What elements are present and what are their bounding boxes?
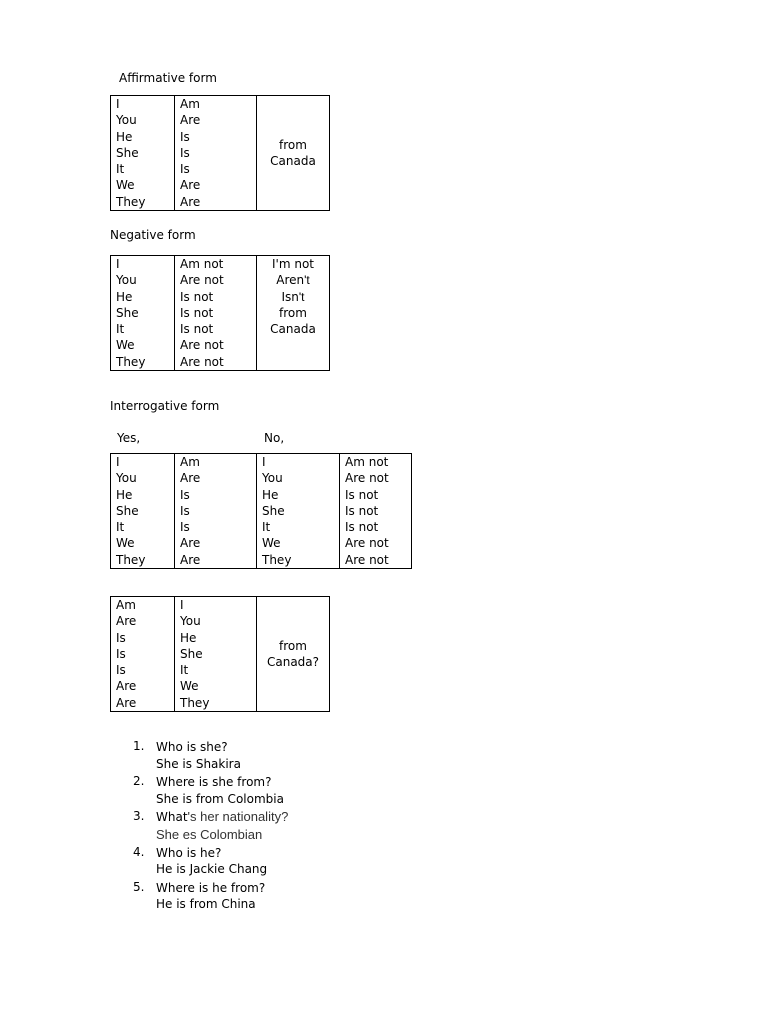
pronoun-column: [111, 96, 175, 211]
verb: Is not: [180, 289, 214, 304]
pronoun: It: [180, 663, 189, 678]
verb-column: [111, 597, 175, 712]
yes-pronoun-column: [111, 454, 175, 569]
pronoun: He: [262, 487, 279, 502]
verb: Is not: [345, 520, 379, 535]
contraction-text: I'm not: [272, 257, 314, 271]
list-item: [110, 879, 288, 914]
contraction-text: Aren: [276, 273, 305, 288]
complement-text: from: [279, 137, 307, 152]
no-pronoun-column: [257, 454, 340, 569]
list-item: [110, 773, 288, 808]
question-tail: 's her nationality?: [187, 809, 289, 825]
pronoun: I: [116, 97, 120, 111]
pronoun: She: [116, 305, 139, 320]
pronoun: I: [262, 455, 266, 469]
item-number: 2.: [133, 774, 145, 789]
complement-column: [257, 597, 330, 712]
question-main: What: [156, 810, 188, 825]
affirmative-table: [110, 95, 330, 211]
verb: Am: [180, 455, 200, 469]
verb: Is: [180, 145, 190, 160]
no-verb-column: [340, 454, 412, 569]
pronoun: She: [180, 646, 203, 661]
pronoun: We: [262, 536, 281, 551]
verb: Are: [180, 113, 201, 128]
answer-text: He is from China: [156, 897, 256, 912]
pronoun: He: [180, 630, 197, 645]
question-table: [110, 596, 330, 712]
negative-table: [110, 255, 330, 371]
short-answer-table: [110, 453, 412, 569]
item-number: 3.: [133, 809, 145, 824]
question-text: [156, 844, 288, 862]
verb: Are not: [345, 471, 389, 486]
verb: Is: [180, 129, 190, 144]
verb: Is not: [180, 305, 214, 320]
pronoun: They: [116, 552, 146, 567]
question-list: [110, 738, 288, 914]
question-text: [156, 738, 288, 756]
verb: Are not: [345, 536, 389, 551]
list-item: [110, 808, 288, 843]
pronoun: She: [262, 503, 285, 518]
verb: Is: [116, 646, 126, 661]
list-item: [110, 738, 288, 773]
verb: Is not: [345, 487, 379, 502]
question-main: Who is she?: [156, 740, 228, 754]
verb: Am: [116, 598, 136, 612]
pronoun: We: [180, 679, 199, 694]
verb: Is: [180, 503, 190, 518]
verb: Is: [116, 630, 126, 645]
pronoun: We: [116, 536, 135, 551]
verb: Are not: [180, 273, 224, 288]
contraction: [257, 256, 329, 272]
pronoun: You: [116, 273, 137, 288]
verb: Are: [116, 679, 137, 694]
contraction-text: Isn: [281, 289, 299, 304]
negative-heading: Negative form: [110, 228, 196, 242]
verb-column: [175, 256, 257, 371]
pronoun-column: [111, 256, 175, 371]
verb: Are: [180, 552, 201, 567]
contraction-tail: 't: [298, 289, 305, 304]
verb: Is: [180, 520, 190, 535]
verb: Are not: [180, 338, 224, 353]
pronoun: I: [116, 257, 120, 271]
question-main: Where is he from?: [156, 880, 266, 895]
verb: Are: [180, 536, 201, 551]
list-item: [110, 844, 288, 879]
item-number: 5.: [133, 879, 145, 894]
question-text: [156, 808, 288, 826]
pronoun: They: [116, 194, 146, 209]
interrogative-heading: Interrogative form: [110, 399, 220, 413]
contraction-text: Canada: [270, 322, 316, 337]
complement-text: Canada?: [266, 655, 320, 670]
pronoun: We: [116, 178, 135, 193]
answer-text: She is from Colombia: [156, 791, 284, 806]
pronoun: She: [116, 503, 139, 518]
pronoun: It: [116, 322, 125, 337]
pronoun: You: [116, 113, 137, 128]
verb: Are: [180, 471, 201, 486]
contraction: [257, 321, 329, 337]
verb: Is: [116, 663, 126, 678]
answer-text: She is Shakira: [156, 756, 241, 771]
pronoun: They: [116, 354, 146, 369]
verb: Are: [116, 614, 137, 629]
pronoun: We: [116, 338, 135, 353]
verb: Are not: [180, 354, 224, 369]
verb: Is: [180, 162, 190, 177]
affirmative-heading: Affirmative form: [119, 71, 217, 85]
pronoun: He: [116, 289, 133, 304]
pronoun-column: [175, 597, 257, 712]
verb: Is: [180, 487, 190, 502]
verb: Are: [116, 695, 137, 710]
item-number: 1.: [133, 739, 145, 753]
pronoun: It: [262, 520, 271, 535]
contraction: [257, 272, 329, 288]
contraction: [257, 289, 329, 305]
item-number: 4.: [133, 844, 145, 859]
question-main: Where is she from?: [156, 775, 272, 790]
verb: Is not: [180, 322, 214, 337]
pronoun: You: [262, 471, 283, 486]
yes-label: Yes,: [117, 431, 141, 445]
question-main: Who is he?: [156, 845, 222, 860]
verb: Am: [180, 97, 200, 111]
verb: Are not: [345, 552, 389, 567]
pronoun: It: [116, 162, 125, 177]
pronoun: They: [180, 695, 210, 710]
complement-text: Canada: [270, 154, 316, 169]
verb: Are: [180, 178, 201, 193]
contraction-column: [257, 256, 330, 371]
complement-text: from: [279, 638, 307, 653]
contraction-tail: 't: [304, 273, 310, 288]
pronoun: They: [262, 552, 292, 567]
answer-text: She es Colombian: [156, 826, 263, 842]
complement-column: [257, 96, 330, 211]
question-text: [156, 773, 288, 791]
pronoun: I: [180, 598, 184, 612]
contraction: [257, 305, 329, 321]
verb: Are: [180, 194, 201, 209]
contraction-text: from: [279, 305, 307, 320]
verb: Is not: [345, 503, 379, 518]
pronoun: He: [116, 487, 133, 502]
answer-text: He is Jackie Chang: [156, 862, 268, 877]
yes-verb-column: [175, 454, 257, 569]
pronoun: You: [116, 471, 137, 486]
pronoun: She: [116, 145, 139, 160]
question-text: [156, 879, 288, 897]
no-label: No,: [264, 431, 285, 445]
verb: Am not: [345, 455, 389, 469]
verb-column: [175, 96, 257, 211]
pronoun: You: [180, 614, 201, 629]
pronoun: I: [116, 455, 120, 469]
pronoun: It: [116, 520, 125, 535]
verb: Am not: [180, 257, 224, 271]
pronoun: He: [116, 129, 133, 144]
